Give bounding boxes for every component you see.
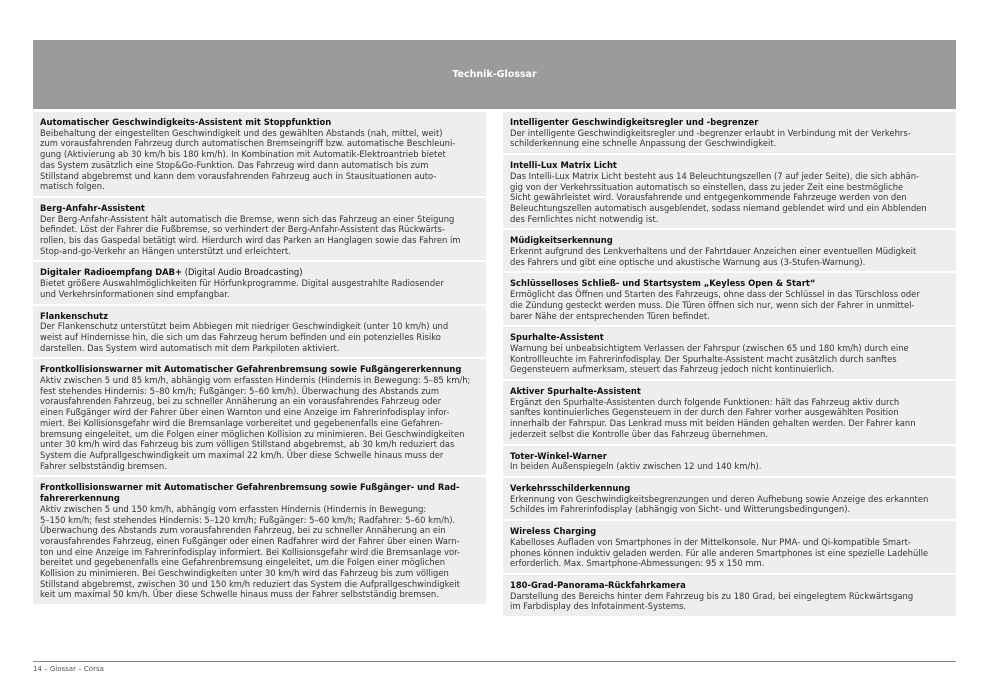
entry-text-line: vorausfahrenden Fahrzeug, bei zu schneller Annäherung an ein vorausfahrendes Fahrzeug oder — [40, 396, 442, 407]
glossary-entry — [503, 155, 956, 228]
glossary-entry — [33, 112, 486, 196]
entry-text-line: schilderkennung eine schnelle Anpassung der Geschwindigkeit. — [510, 138, 777, 149]
entry-text-line: System die Aufprallgeschwindigkeit um maximal 22 km/h. Über diese Schwelle hinaus muss der — [40, 449, 444, 460]
page-footer — [33, 665, 104, 673]
entry-text-line: Beibehaltung der eingestellten Geschwindigkeit und des gewählten Abstands (nah, mittel, weit) — [40, 127, 443, 138]
header-title: Technik-Glossar — [452, 69, 537, 80]
entry-text-line: Fahrer selbstständig bremsen. — [40, 460, 167, 471]
entry-text-line: In beiden Außenspiegeln (aktiv zwischen 12 und 140 km/h). — [510, 461, 762, 472]
entry-description — [40, 128, 479, 192]
entry-title — [510, 526, 949, 537]
entry-text-line: Stillstand abgebremst, zwischen 30 und 150 km/h reduziert das System die Aufprallgeschwindigkeit — [40, 578, 460, 589]
entry-title-text: Schlüsselloses Schließ- und Startsystem „Keyless Open & Start“ — [510, 278, 816, 289]
entry-title — [510, 160, 949, 171]
entry-text-line: Erkennung von Geschwindigkeitsbegrenzungen und deren Aufhebung sowie Anzeige des erkannten — [510, 493, 929, 504]
entry-text-line: fest stehendes Hindernis: 5–80 km/h; Fußgänger: 5–60 km/h). Überwachung des Abstands zum — [40, 385, 439, 396]
entry-title — [510, 386, 949, 397]
entry-title — [510, 332, 949, 343]
entry-text-line: Der Berg-Anfahr-Assistent hält automatisch die Bremse, wenn sich das Fahrzeug an einer Steigung — [40, 213, 455, 224]
entry-text-line: und Verkehrsinformationen sind empfangbar. — [40, 288, 230, 299]
entry-title — [510, 483, 949, 494]
right-column — [503, 112, 956, 618]
entry-text-line: Erkennt aufgrund des Lenkverhaltens und der Fahrtdauer Anzeichen einer eventuellen Müdigkeit — [510, 246, 917, 257]
entry-description — [510, 397, 949, 440]
entry-title — [510, 235, 949, 246]
entry-text-line: Warnung bei unbeabsichtigtem Verlassen der Fahrspur (zwischen 65 und 180 km/h) durch eine — [510, 342, 909, 353]
entry-text-line: Der Flankenschutz unterstützt beim Abbiegen mit niedriger Geschwindigkeit (unter 10 km/h) und — [40, 321, 449, 332]
entry-text-line: des Fernlichtes nicht notwendig ist. — [510, 213, 659, 224]
entry-text-line: weist auf Hindernisse hin, die sich um das Fahrzeug herum befinden und ein potenzielles Risiko — [40, 331, 441, 342]
entry-text-line: erforderlich. Max. Smartphone-Abmessungen: 95 x 150 mm. — [510, 558, 765, 569]
entry-description — [510, 171, 949, 225]
glossary-entry — [503, 521, 956, 573]
entry-text-line: Beleuchtungszellen automatisch ausgeblendet, sodass niemand geblendet wird und ein Abblenden — [510, 202, 927, 213]
glossary-entry — [33, 477, 486, 604]
entry-text-line: Darstellung des Bereichs hinter dem Fahrzeug bis zu 180 Grad, bei eingelegtem Rückwärtsgang — [510, 590, 914, 601]
entry-title-line: fahrererkennung — [40, 493, 120, 504]
glossary-entry — [503, 230, 956, 271]
entry-description — [40, 278, 479, 299]
entry-text-line: Kabelloses Aufladen von Smartphones in der Mittelkonsole. Nur PMA- und Qi-kompatible Smart- — [510, 536, 911, 547]
entry-text-line: Ergänzt den Spurhalte-Assistenten durch folgende Funktionen: hält das Fahrzeug aktiv durch — [510, 396, 900, 407]
entry-description — [510, 494, 949, 515]
entry-title-text: Intelligenter Geschwindigkeitsregler und -begrenzer — [510, 117, 759, 127]
entry-text-line: rollen, bis das Gaspedal betätigt wird. Hierdurch wird das Parken an Hanglagen sowie das Fahren im — [40, 235, 461, 246]
entry-description — [510, 289, 949, 321]
entry-text-line: des Fahrers und gibt eine optische und akustische Warnung aus (3-Stufen-Warnung). — [510, 256, 866, 267]
entry-title — [510, 451, 949, 462]
entry-text-line: Sicht gewährleistet wird. Vorausfahrende und entgegenkommende Fahrzeuge werden von den — [510, 192, 907, 203]
entry-title-text: Automatischer Geschwindigkeits-Assistent mit Stoppfunktion — [40, 117, 332, 127]
entry-title — [40, 364, 479, 375]
entry-description — [40, 321, 479, 353]
entry-text-line: Ermöglicht das Öffnen und Starten des Fahrzeugs, ohne dass der Schlüssel in das Türschloss oder — [510, 289, 920, 300]
entry-text-line: Kollision zu minimieren. Bei Geschwindigkeiten unter 30 km/h wird das Fahrzeug bis zum völligen — [40, 568, 449, 579]
entry-text-line: sanftes kontinuierliches Gegensteuern in der durch den Fahrer vorher ausgewählten Position — [510, 407, 899, 418]
footer-text: 14 – Glossar – Corsa — [33, 665, 104, 673]
entry-text-line: Gegensteuern aufmerksam, steuert das Fahrzeug jedoch nicht kontinuierlich. — [510, 364, 835, 375]
entry-title — [40, 117, 479, 128]
entry-title — [40, 267, 479, 278]
entry-text-line: keit um maximal 50 km/h. Über diese Schwelle hinaus muss der Fahrer selbstständig bremsen. — [40, 589, 439, 600]
glossary-entry — [503, 273, 956, 325]
entry-text-line: darstellen. Das System wird automatisch mit dem Parkpiloten aktiviert. — [40, 342, 340, 353]
glossary-entry — [503, 575, 956, 616]
entry-text-line: innerhalb der Fahrspur. Das Lenkrad muss mit beiden Händen gehalten werden. Der Fahrer kann — [510, 418, 916, 429]
glossary-entry — [503, 446, 956, 476]
entry-text-line: 5–150 km/h; fest stehendes Hindernis: 5–120 km/h; Fußgänger: 5–60 km/h; Radfahrer: 5–60 km/h). — [40, 514, 456, 525]
entry-text-line: Aktiv zwischen 5 und 85 km/h, abhängig vom erfassten Hindernis (Hindernis in Bewegung: 5–85 km/h; — [40, 375, 471, 386]
entry-title-text: Verkehrsschilderkennung — [510, 482, 631, 493]
entry-text-line: das System zusätzlich eine Stop&Go-Funktion. Das Fahrzeug wird dann automatisch bis zum — [40, 159, 429, 170]
entry-description — [510, 537, 949, 569]
entry-title — [510, 117, 949, 128]
entry-text-line: jederzeit selbst die Kontrolle über das Fahrzeug übernehmen. — [510, 428, 769, 439]
entry-title-text: Flankenschutz — [40, 310, 108, 321]
entry-text-line: bremsung eingeleitet, um die Folgen einer möglichen Kollision zu minimieren. Bei Geschwindigkeiten — [40, 428, 465, 439]
entry-title-text: Berg-Anfahr-Assistent — [40, 202, 145, 213]
entry-description — [510, 246, 949, 267]
footer-divider — [33, 661, 956, 662]
glossary-entry — [33, 359, 486, 475]
entry-description — [510, 461, 949, 472]
entry-title-text: Wireless Charging — [510, 526, 597, 537]
entry-text-line: bereitet und gegebenenfalls eine Gefahrenbremsung eingeleitet, um die Folgen einer möglichen — [40, 557, 446, 568]
entry-text-line: zum vorausfahrenden Fahrzeug durch automatischen Bremseingriff bzw. automatische Beschleuni- — [40, 138, 456, 149]
entry-title-text: Aktiver Spurhalte-Assistent — [510, 386, 641, 397]
entry-title — [40, 482, 479, 503]
entry-title-text: Spurhalte-Assistent — [510, 332, 604, 343]
entry-title — [510, 580, 949, 591]
entry-text-line: Das Intelli-Lux Matrix Licht besteht aus 14 Beleuchtungszellen (7 auf jeder Seite), die sich abhän- — [510, 170, 920, 181]
glossary-entry — [33, 198, 486, 261]
entry-description — [40, 214, 479, 257]
left-column — [33, 112, 486, 606]
glossary-entry — [33, 306, 486, 358]
entry-title — [40, 311, 479, 322]
entry-description — [40, 504, 479, 600]
entry-text-line: Stillstand abgebremst und kann dem vorausfahrenden Fahrzeug auch in Stausituationen auto- — [40, 170, 437, 181]
entry-text-line: matisch folgen. — [40, 181, 105, 192]
entry-description — [510, 591, 949, 612]
entry-text-line: Der intelligente Geschwindigkeitsregler und -begrenzer erlaubt in Verbindung mit der Verkehrs- — [510, 127, 911, 138]
entry-text-line: Stop-and-go-Verkehr an Hängen unterstützt und erleichtert. — [40, 245, 291, 256]
entry-text-line: unter 30 km/h wird das Fahrzeug bis zum völligen Stillstand abgebremst, ab 30 km/h reduziert das — [40, 439, 455, 450]
page-header — [33, 40, 956, 109]
glossary-entry — [503, 112, 956, 153]
entry-text-line: im Farbdisplay des Infotainment-Systems. — [510, 601, 687, 612]
entry-text-line: phones können induktiv geladen werden. Für alle anderen Smartphones ist eine spezielle Ladehülle — [510, 547, 929, 558]
entry-title-text: Frontkollisionswarner mit Automatischer Gefahrenbremsung sowie Fußgängererkennung — [40, 364, 462, 375]
entry-text-line: miert. Bei Kollisionsgefahr wird die Bremsanlage vorbereitet und gegebenenfalls eine Gefahren- — [40, 417, 443, 428]
entry-description — [40, 375, 479, 471]
entry-text-line: Bietet größere Auswahlmöglichkeiten für Hörfunkprogramme. Digital ausgestrahlte Radiosender — [40, 278, 444, 289]
entry-text-line: die Zündung gesteckt werden muss. Die Türen öffnen sich nur, wenn sich der Fahrer in unmittel- — [510, 299, 915, 310]
entry-title-text: 180-Grad-Panorama-Rückfahrkamera — [510, 579, 686, 590]
entry-title-line: Frontkollisionswarner mit Automatischer Gefahrenbremsung sowie Fußgänger- und Rad- — [40, 482, 460, 493]
entry-text-line: gung (Aktivierung ab 30 km/h bis 180 km/h). In Kombination mit Automatik-Elektroantrieb bietet — [40, 149, 446, 160]
glossary-entry — [503, 381, 956, 444]
entry-description — [510, 128, 949, 149]
entry-title — [40, 203, 479, 214]
entry-title-text: Intelli-Lux Matrix Licht — [510, 160, 617, 171]
glossary-entry — [503, 478, 956, 519]
entry-title-suffix: (Digital Audio Broadcasting) — [182, 267, 303, 278]
entry-description — [510, 343, 949, 375]
entry-text-line: befindet. Löst der Fahrer die Fußbremse, so verhindert der Berg-Anfahr-Assistent das Rückwärts- — [40, 224, 445, 235]
entry-text-line: Überwachung des Abstands zum vorausfahrenden Fahrzeug, bei zu schneller Annäherung an ein — [40, 525, 446, 536]
entry-text-line: ton und eine Anzeige im Fahrerinfodisplay informiert. Bei Kollisionsgefahr wird die Bremsanlage vor- — [40, 546, 461, 557]
entry-text-line: barer Nähe der entsprechenden Türen befindet. — [510, 310, 710, 321]
entry-text-line: vorausfahrendes Fahrzeug, einen Fußgänger oder einen Radfahrer wird der Fahrer über einen Warn- — [40, 535, 460, 546]
entry-title-text: Toter-Winkel-Warner — [510, 450, 607, 461]
entry-title-text: Müdigkeitserkennung — [510, 235, 613, 246]
glossary-entry — [33, 262, 486, 303]
entry-text-line: Aktiv zwischen 5 und 150 km/h, abhängig vom erfassten Hindernis (Hindernis in Bewegung: — [40, 503, 427, 514]
entry-text-line: einen Fußgänger wird der Fahrer über einen Warnton und eine Anzeige im Fahrerinfodisplay infor- — [40, 407, 450, 418]
glossary-entry — [503, 327, 956, 379]
entry-text-line: Schildes im Fahrerinfodisplay (abhängig von Sicht- und Witterungsbedingungen). — [510, 504, 851, 515]
entry-text-line: Kontrollleuchte im Fahrerinfodisplay. Der Spurhalte-Assistent macht zusätzlich durch sanftes — [510, 353, 897, 364]
entry-title-text: Digitaler Radioempfang DAB+ — [40, 267, 183, 278]
entry-text-line: gig von der Verkehrssituation automatisch so einstellen, dass zu jeder Zeit eine bestmögliche — [510, 181, 904, 192]
entry-title — [510, 278, 949, 289]
